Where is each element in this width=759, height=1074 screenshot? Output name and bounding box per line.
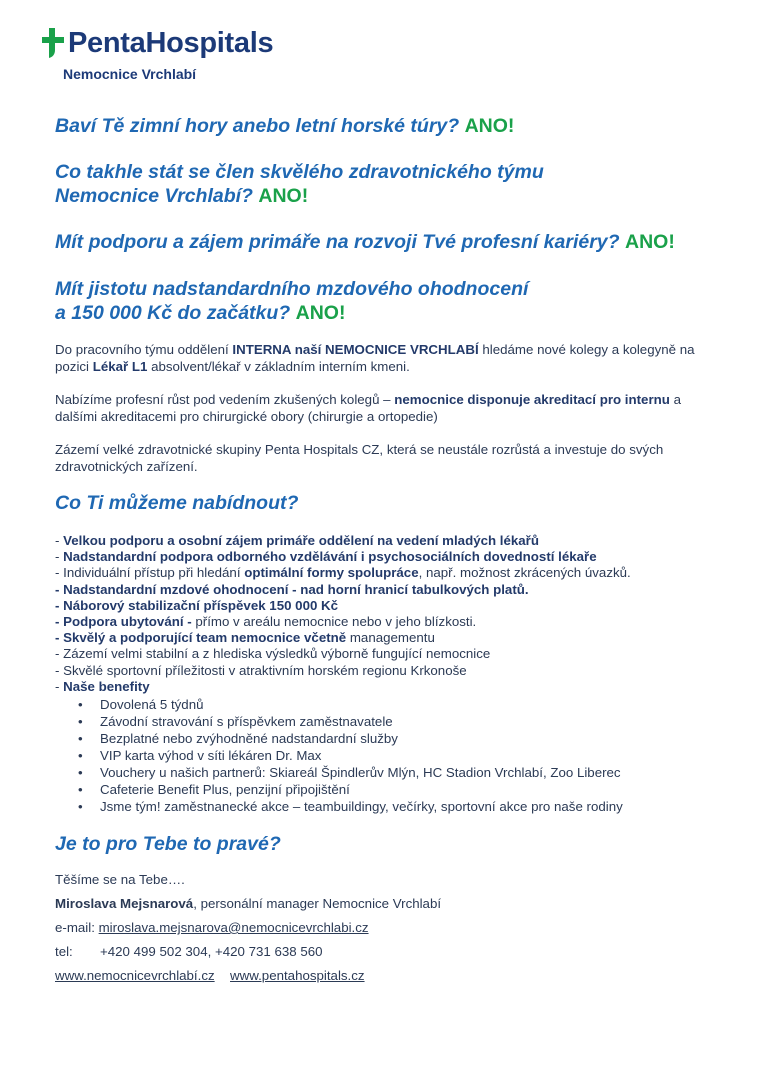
- logo-subtitle: Nemocnice Vrchlabí: [63, 66, 197, 82]
- contact-name: Miroslava Mejsnarová: [55, 896, 194, 911]
- intro-paragraph: Do pracovního týmu oddělení INTERNA naší NEMOCNICE VRCHLABÍ hledáme nové kolegy a kolegyně na pozici Lékař L1 absolvent/lékař v základním interním kmeni.: [55, 342, 695, 374]
- list-item: - Individuální přístup při hledání optimální formy spolupráce, např. možnost zkrácených úvazků.: [55, 565, 631, 581]
- email-label: e-mail:: [55, 920, 95, 935]
- contact-person: [55, 896, 441, 912]
- email-row: [55, 920, 369, 936]
- benefit-item: • Závodní stravování s příspěvkem zaměstnavatele: [78, 714, 393, 729]
- list-item: - Skvělé sportovní příležitosti v atraktivním horském regionu Krkonoše: [55, 662, 467, 678]
- headline-4: Mít jistotu nadstandardního mzdového ohodnocení a 150 000 Kč do začátku? ANO!: [55, 278, 529, 324]
- headline-1: Baví Tě zimní hory anebo letní horské túry? ANO!: [55, 115, 515, 137]
- growth-paragraph: Nabízíme profesní růst pod vedením zkušených kolegů – nemocnice disponuje akreditací pro internu a dalšími akreditacemi pro chirurgické obory (chirurgie a ortopedie): [55, 392, 681, 424]
- list-item: - Naše benefity: [55, 678, 150, 694]
- penta-cross-icon: [40, 26, 66, 60]
- closing-heading: Je to pro Tebe to pravé?: [55, 833, 281, 855]
- benefit-item: • Bezplatné nebo zvýhodněné nadstandardní služby: [78, 731, 398, 746]
- tel-row: [55, 944, 323, 960]
- benefit-item: • Jsme tým! zaměstnanecké akce – teambuildingy, večírky, sportovní akce pro naše rodiny: [78, 799, 623, 814]
- list-item: - Nadstandardní mzdové ohodnocení - nad horní hranicí tabulkových platů.: [55, 581, 529, 597]
- logo: [40, 26, 273, 82]
- list-item: - Zázemí velmi stabilní a z hlediska výsledků výborně fungující nemocnice: [55, 646, 491, 662]
- logo-brand: PentaHospitals: [68, 26, 274, 59]
- benefit-item: • Cafeterie Benefit Plus, penzijní připojištění: [78, 782, 350, 797]
- group-paragraph: Zázemí velké zdravotnické skupiny Penta Hospitals CZ, která se neustále rozrůstá a investuje do svých zdravotnických zařízení.: [55, 442, 664, 474]
- bullet-icon: •: [78, 731, 83, 746]
- benefits-list: [78, 696, 623, 815]
- bullet-icon: •: [78, 765, 83, 780]
- offer-list: [55, 533, 631, 695]
- bullet-icon: •: [78, 697, 83, 712]
- email-link[interactable]: miroslava.mejsnarova@nemocnicevrchlabi.cz: [98, 920, 369, 935]
- tel-value: +420 499 502 304, +420 731 638 560: [100, 944, 323, 959]
- bullet-icon: •: [78, 748, 83, 763]
- list-item: - Podpora ubytování - přímo v areálu nemocnice nebo v jeho blízkosti.: [55, 614, 477, 630]
- web-row: [55, 968, 365, 984]
- contact-role: , personální manager Nemocnice Vrchlabí: [193, 896, 442, 911]
- list-item: - Skvělý a podporující team nemocnice včetně managementu: [55, 630, 435, 646]
- bullet-icon: •: [78, 782, 83, 797]
- website-link-penta[interactable]: www.pentahospitals.cz: [230, 968, 365, 983]
- tel-label: tel:: [55, 944, 73, 959]
- greeting: Těšíme se na Tebe….: [55, 872, 185, 887]
- benefit-item: • Vouchery u našich partnerů: Skiareál Špindlerův Mlýn, HC Stadion Vrchlabí, Zoo Liberec: [78, 765, 621, 780]
- bullet-icon: •: [78, 714, 83, 729]
- benefit-item: • Dovolená 5 týdnů: [78, 697, 204, 712]
- list-item: - Nadstandardní podpora odborného vzdělávání i psychosociálních dovedností lékaře: [55, 549, 597, 565]
- website-link-nemocnice[interactable]: www.nemocnicevrchlabí.cz: [55, 968, 215, 983]
- headline-2: Co takhle stát se člen skvělého zdravotnického týmu Nemocnice Vrchlabí? ANO!: [55, 161, 544, 207]
- offer-heading: Co Ti můžeme nabídnout?: [55, 492, 299, 514]
- list-item: - Náborový stabilizační příspěvek 150 000 Kč: [55, 597, 339, 613]
- headline-3: Mít podporu a zájem primáře na rozvoji Tvé profesní kariéry? ANO!: [55, 231, 675, 253]
- benefit-item: • VIP karta výhod v síti lékáren Dr. Max: [78, 748, 322, 763]
- bullet-icon: •: [78, 799, 83, 814]
- list-item: - Velkou podporu a osobní zájem primáře oddělení na vedení mladých lékařů: [55, 533, 539, 548]
